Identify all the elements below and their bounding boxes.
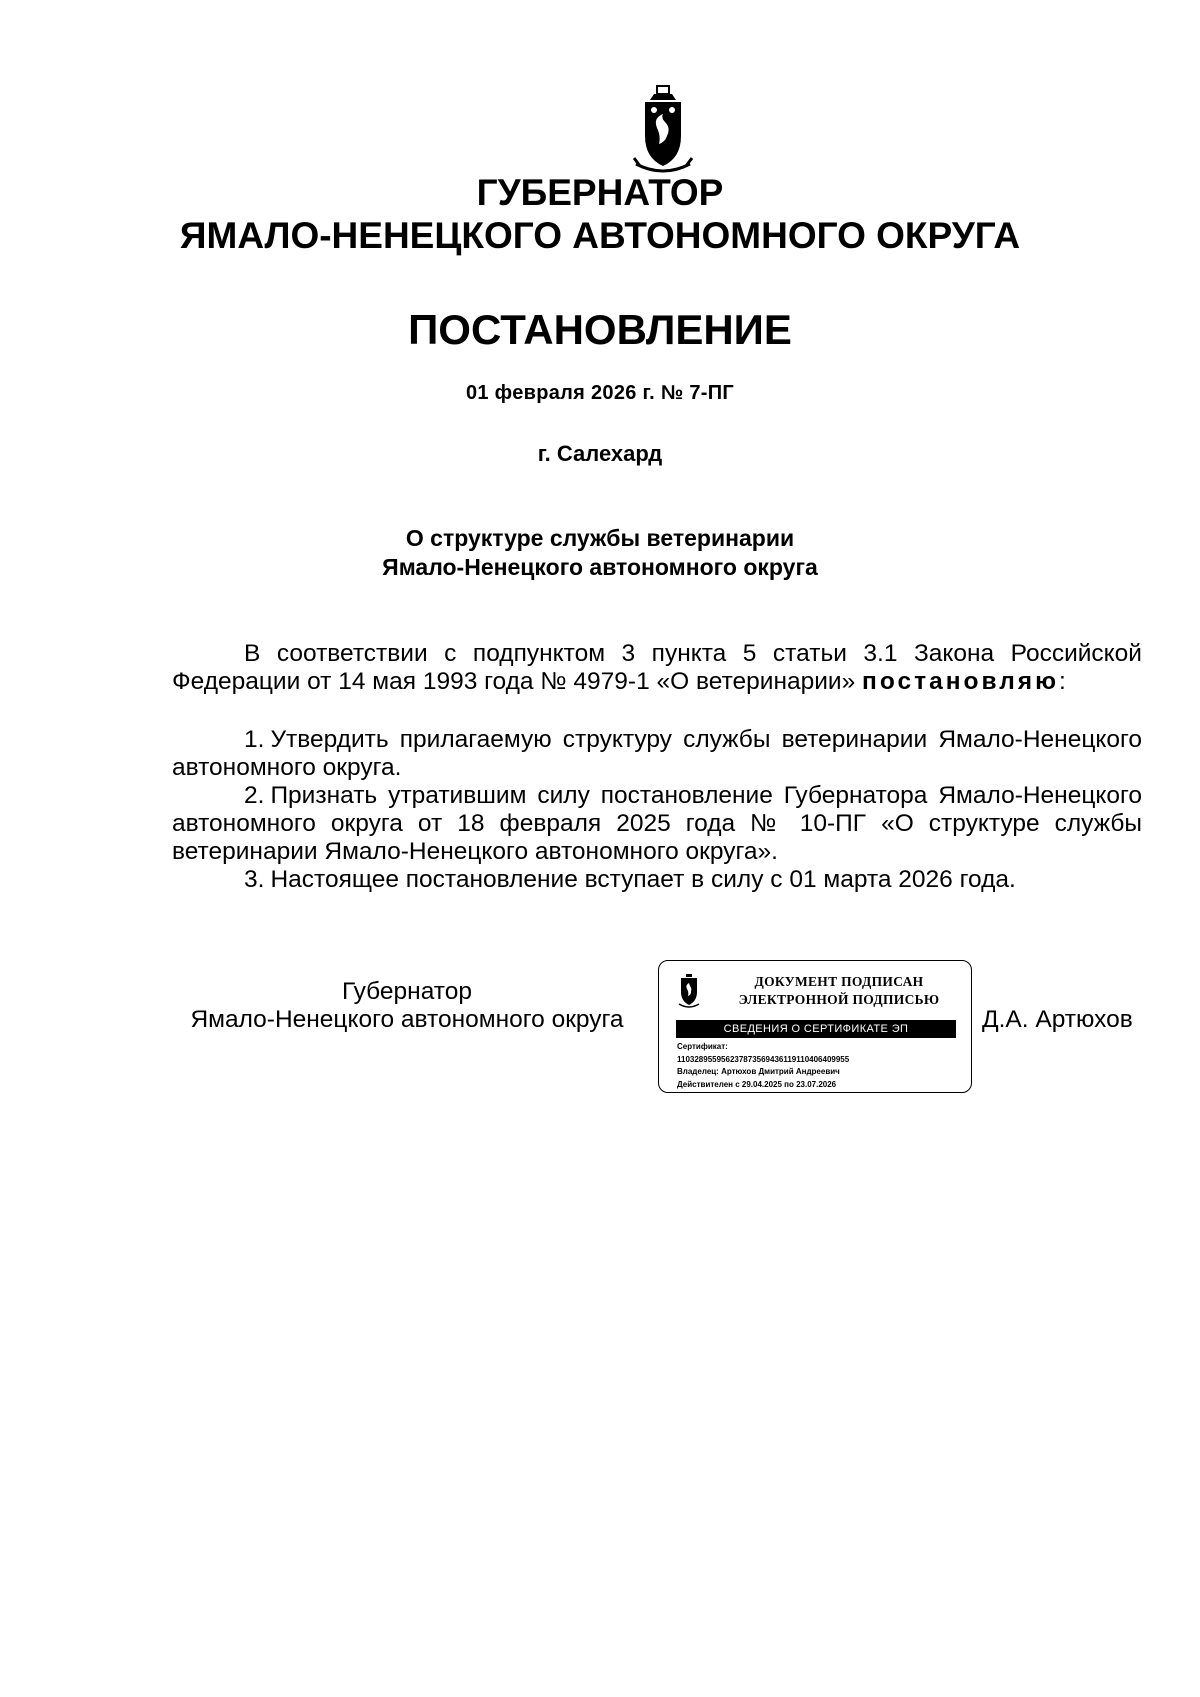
decree-colon: : — [1059, 668, 1066, 695]
decree-item — [172, 866, 1142, 894]
item-text: Признать утратившим силу постановление Губернатора Ямало-Ненецкого автономного округа от 18 февраля 2025 года № 10-ПГ «О структуре службы ветеринарии Ямало-Ненецкого автономного округа». — [172, 782, 1142, 865]
item-number: 3. — [244, 866, 265, 893]
preamble-paragraph — [172, 640, 1142, 696]
certificate-info-bar: СВЕДЕНИЯ О СЕРТИФИКАТЕ ЭП — [676, 1020, 956, 1038]
stamp-heading-line-1: ДОКУМЕНТ ПОДПИСАН — [754, 974, 924, 989]
decree-word: постановляю — [862, 668, 1060, 695]
stamp-coat-of-arms-icon — [678, 973, 700, 1009]
item-text: Утвердить прилагаемую структуру службы ветеринарии Ямало-Ненецкого автономного округа. — [172, 726, 1142, 781]
document-date-number: 01 февраля 2026 г. № 7-ПГ — [465, 382, 735, 404]
certificate-label: Сертификат: — [677, 1042, 728, 1051]
item-number: 1. — [244, 726, 265, 753]
document-type: ПОСТАНОВЛЕНИЕ — [408, 306, 792, 353]
region-title: ЯМАЛО-НЕНЕЦКОГО АВТОНОМНОГО ОКРУГА — [179, 215, 1021, 256]
stamp-heading — [719, 973, 959, 1009]
governor-title: ГУБЕРНАТОР — [476, 172, 724, 213]
certificate-validity: Действителен с 29.04.2025 по 23.07.2026 — [677, 1079, 837, 1089]
item-text: Настоящее постановление вступает в силу с 01 марта 2026 года. — [270, 866, 1016, 893]
certificate-number: 110328955956237873569436119110406409955 — [677, 1054, 850, 1064]
document-subject — [0, 524, 1200, 582]
item-number: 2. — [244, 782, 265, 809]
signatory-position — [172, 978, 642, 1034]
coat-of-arms-icon — [632, 84, 694, 178]
subject-line-2: Ямало-Ненецкого автономного округа — [382, 554, 818, 580]
preamble-text: В соответствии с подпунктом 3 пункта 5 статьи 3.1 Закона Российской Федерации от 14 мая 1993 года № 4979-1 «О ветеринарии» — [172, 640, 1142, 695]
decree-item — [172, 782, 1142, 866]
e-signature-stamp — [658, 960, 972, 1093]
position-line-2: Ямало-Ненецкого автономного округа — [190, 1006, 624, 1033]
certificate-details — [677, 1041, 963, 1091]
subject-line-1: О структуре службы ветеринарии — [405, 525, 795, 551]
decree-item — [172, 726, 1142, 782]
signatory-name: Д.А. Артюхов — [982, 1006, 1133, 1033]
document-city: г. Салехард — [537, 441, 663, 466]
decree-items — [172, 726, 1142, 894]
position-line-1: Губернатор — [342, 978, 472, 1005]
certificate-owner: Владелец: Артюхов Дмитрий Андреевич — [677, 1067, 840, 1076]
stamp-heading-line-2: ЭЛЕКТРОННОЙ ПОДПИСЬЮ — [738, 992, 940, 1007]
